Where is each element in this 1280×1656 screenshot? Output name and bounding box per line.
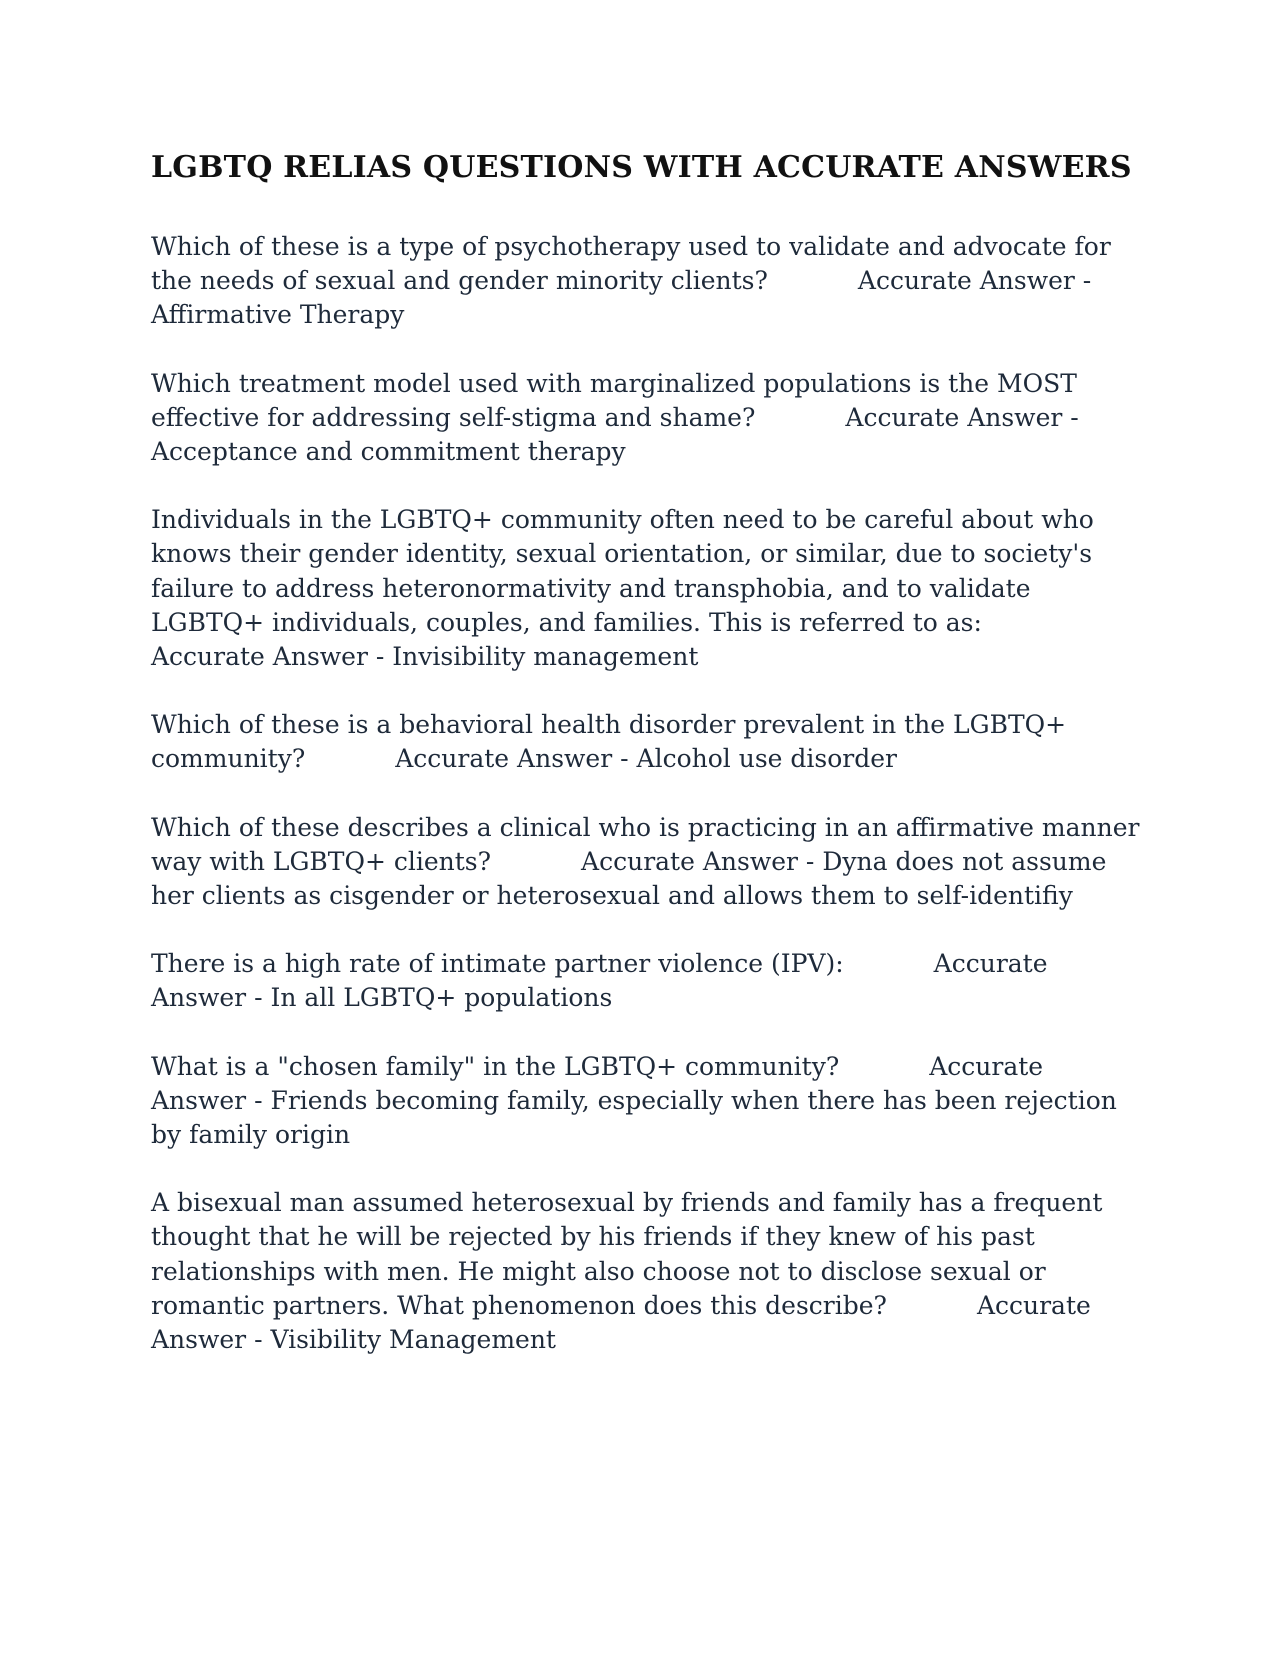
qa-item-3 (151, 503, 1141, 674)
qa-item-7 (151, 1050, 1141, 1153)
qa-item-1 (151, 230, 1141, 333)
answer-text: Accurate Answer - Alcohol use disorder (395, 744, 897, 774)
question-text: Which of these describes a clinical who is practicing in an affirmative manner way with LGBTQ+ clients? (151, 812, 1140, 876)
answer-text: Accurate Answer - Friends becoming family, especially when there has been rejection by family origin (151, 1051, 1117, 1150)
question-text: There is a high rate of intimate partner violence (IPV): (151, 949, 844, 979)
qa-item-2 (151, 367, 1141, 470)
qa-item-8 (151, 1186, 1141, 1357)
answer-text: Accurate Answer - Acceptance and commitment therapy (151, 402, 1079, 467)
answer-text: Accurate Answer - In all LGBTQ+ populations (151, 949, 1048, 1013)
answer-text: Accurate Answer - Visibility Management (151, 1290, 1091, 1355)
qa-item-4 (151, 708, 1141, 776)
question-text: Which of these is a type of psychotherapy used to validate and advocate for the needs of sexual and gender minority clients? (151, 232, 1111, 296)
answer-text: Accurate Answer - Invisibility management (151, 642, 699, 672)
qa-item-5 (151, 811, 1141, 914)
answer-text: Accurate Answer - Dyna does not assume her clients as cisgender or heterosexual and allows them to self-identifiy (151, 846, 1107, 911)
question-text: Which treatment model used with marginalized populations is the MOST effective for addressing self-stigma and shame? (151, 368, 1077, 432)
question-text: Individuals in the LGBTQ+ community often need to be careful about who knows their gender identity, sexual orientation, or similar, due to society's failure to address heteronormativity and transphobia, and to validate LGBTQ+ individuals, couples, and families. This is referred to as: (151, 505, 1094, 637)
qa-item-6 (151, 947, 1141, 1015)
document-body (151, 150, 1141, 1391)
document-title: LGBTQ RELIAS QUESTIONS WITH ACCURATE ANSWERS (151, 150, 1132, 185)
question-text: Which of these is a behavioral health disorder prevalent in the LGBTQ+ community? (151, 710, 1067, 774)
answer-text: Accurate Answer - Affirmative Therapy (151, 266, 1092, 330)
question-text: What is a "chosen family" in the LGBTQ+ community? (151, 1051, 840, 1081)
question-text: A bisexual man assumed heterosexual by friends and family has a frequent thought that he will be rejected by his friends if they knew of his past relationships with men. He might also choose not to disclose sexual or romantic partners. What phenomenon does this describe? (151, 1188, 1103, 1320)
